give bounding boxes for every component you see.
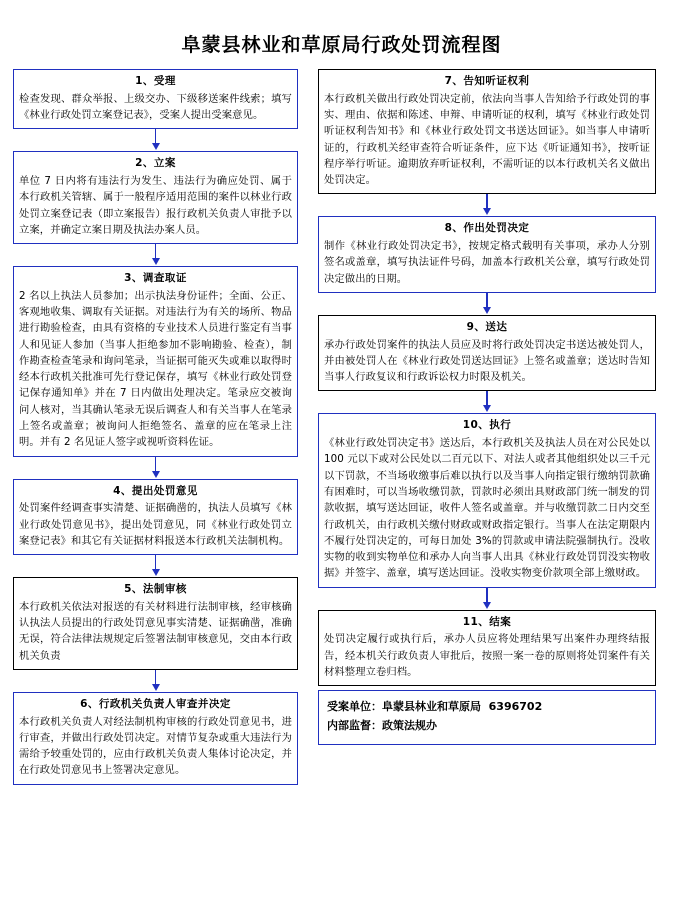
node-5-heading: 5、法制审核 bbox=[124, 583, 187, 596]
node-3-diaochaquzheng bbox=[13, 266, 298, 456]
node-9-heading: 9、送达 bbox=[466, 320, 508, 333]
node-4-body: 处罚案件经调查事实清楚、证据确凿的，执法人员填写《林业行政处罚意见书》，提出处罚意见，同《林业行政处罚立案登记表》和其它有关证据材料报送本行政机关法制机构。 bbox=[19, 502, 292, 547]
flowchart-columns bbox=[0, 69, 683, 785]
node-6-fuzerenshenchajueding bbox=[13, 692, 298, 785]
connector-3-to-4 bbox=[13, 457, 298, 479]
connector-9-to-10 bbox=[318, 391, 656, 413]
arrow-head-icon bbox=[483, 405, 491, 412]
node-2-lian bbox=[13, 151, 298, 244]
node-3-body: 2 名以上执法人员参加；出示执法身份证件；全面、公正、客观地收集、调取有关证据。对违法行为有关的场所、物品进行勘验检查，由具有资格的专业技术人员进行鉴定有当事人和见证人参加（当事人拒绝参加不影响勘验、检查），制作勘查检查笔录和询问笔录，当证据可能灭失或难以取得时经本行政机关批准可先行登记保存，填写《林业行政处罚登记保存通知单》并在 7 日内做出处理决定。笔录应交被询问人核对，当其确认笔录无误后调查人和有关当事人在笔录上签名或盖章；被询问人拒绝签名、盖章的应在笔录上注明。并有 2 名见证人签字或视听资料佐证。 bbox=[19, 289, 292, 449]
node-2-body: 单位 7 日内将有违法行为发生、违法行为确应处罚、属于本行政机关管辖、属于一般程序适用范围的案件以林业行政处罚立案登记表（即立案报告）报行政机关负责人审批予以立案，并确定立案日期及执法办案人员。 bbox=[19, 175, 292, 236]
footer-receiving-unit: 受案单位：阜蒙县林业和草原局 6396702 bbox=[327, 700, 543, 714]
node-8-zuochuchufajueding bbox=[318, 216, 656, 293]
left-column bbox=[13, 69, 298, 785]
page-title: 阜蒙县林业和草原局行政处罚流程图 bbox=[181, 34, 502, 56]
node-10-body: 《林业行政处罚决定书》送达后，本行政机关及执法人员在对公民处以 100 元以下或对公民处以二百元以下、对法人或者其他组织处以三千元以下罚款，不当场收缴事后难以执行以及当事人向指定银行缴纳罚款确有困难时，可以当场收缴罚款，罚款时必须出具财政部门统一制发的罚款收据，填写送达回证，收件人签名或盖章。并与收缴罚款二日内交至行政机关，由行政机关缴付财政或财政指定银行。当事人在法定期限内不履行处罚决定的，可每日加处 3%的罚款或申请法院强制执行。没收实物的收到实物单位和承办人向当事人出具《林业行政处罚罚没实物收据》并签字、盖章，填写送达回证。没收实物变价款项全部上缴财政。 bbox=[324, 437, 650, 580]
node-6-body: 本行政机关负责人对经法制机构审核的行政处罚意见书，进行审查，并做出行政处罚决定。对情节复杂或重大违法行为需给予较重处罚的，应由行政机关负责人集体讨论决定，并在行政处罚意见书上签署决定意见。 bbox=[19, 715, 292, 777]
node-5-fazhishenhe bbox=[13, 577, 298, 670]
node-7-body: 本行政机关做出行政处罚决定前，依法向当事人告知给予行政处罚的事实、理由、依据和陈述、申辩、申请听证的权利，填写《林业行政处罚听证权利告知书》和《林业行政处罚文书送达回证》。如当事人申请听证的，行政机关经审查符合听证条件，应下达《听证通知书》，按听证程序举行听证。逾期放弃听证权利，不需听证的以本行政机关名义做出处罚决定。 bbox=[324, 92, 650, 187]
node-4-heading: 4、提出处罚意见 bbox=[113, 484, 198, 497]
node-1-shouli bbox=[13, 69, 298, 129]
node-9-songda bbox=[318, 315, 656, 392]
arrow-head-icon bbox=[152, 569, 160, 576]
connector-10-to-11 bbox=[318, 588, 656, 610]
connector-4-to-5 bbox=[13, 555, 298, 577]
connector-2-to-3 bbox=[13, 244, 298, 266]
node-4-tichuchufayijian bbox=[13, 479, 298, 556]
arrow-head-icon bbox=[152, 471, 160, 478]
arrow-head-icon bbox=[152, 684, 160, 691]
node-2-heading: 2、立案 bbox=[135, 157, 176, 170]
arrow-head-icon bbox=[483, 307, 491, 314]
node-11-heading: 11、结案 bbox=[462, 615, 512, 628]
connector-7-to-8 bbox=[318, 194, 656, 216]
node-7-gaozhitingzhengquanli bbox=[318, 69, 656, 194]
node-8-heading: 8、作出处罚决定 bbox=[444, 222, 530, 235]
connector-5-to-6 bbox=[13, 670, 298, 692]
node-11-body: 处罚决定履行或执行后，承办人员应将处理结果写出案件办理终结报告，经本机关行政负责人审批后，按照一案一卷的原则将处罚案件有关材料整理立卷归档。 bbox=[324, 633, 650, 678]
right-column bbox=[318, 69, 656, 745]
node-1-body: 检查发现、群众举报、上级交办、下级移送案件线索；填写《林业行政处罚立案登记表》，受案人提出受案意见。 bbox=[19, 92, 292, 122]
node-8-body: 制作《林业行政处罚决定书》，按规定格式载明有关事项，承办人分别签名或盖章，填写执法证件号码，加盖本行政机关公章，填写行政处罚决定做出的日期。 bbox=[324, 240, 650, 285]
node-10-zhixing bbox=[318, 413, 656, 587]
footer-internal-supervision: 内部监督：政策法规办 bbox=[327, 719, 437, 733]
node-3-heading: 3、调查取证 bbox=[124, 272, 187, 285]
arrow-head-icon bbox=[483, 208, 491, 215]
node-10-heading: 10、执行 bbox=[462, 419, 512, 432]
arrow-head-icon bbox=[152, 258, 160, 265]
footer-contact-box bbox=[318, 690, 656, 745]
arrow-head-icon bbox=[483, 602, 491, 609]
node-1-heading: 1、受理 bbox=[135, 75, 176, 87]
node-11-jiean bbox=[318, 610, 656, 687]
node-7-heading: 7、告知听证权利 bbox=[444, 75, 530, 87]
node-9-body: 承办行政处罚案件的执法人员应及时将行政处罚决定书送达被处罚人，并由被处罚人在《林业行政处罚送达回证》上签名或盖章；送达时告知当事人行政复议和行政诉讼权力时限及机关。 bbox=[324, 338, 650, 384]
node-5-body: 本行政机关依法对报送的有关材料进行法制审核，经审核确认执法人员提出的行政处罚意见事实清楚、证据确凿，准确无误，符合法律法规规定后签署法制审核意见，交由本行政机关负责 bbox=[19, 600, 292, 662]
node-6-heading: 6、行政机关负责人审查并决定 bbox=[80, 697, 231, 710]
arrow-head-icon bbox=[152, 143, 160, 150]
connector-8-to-9 bbox=[318, 293, 656, 315]
connector-1-to-2 bbox=[13, 129, 298, 151]
